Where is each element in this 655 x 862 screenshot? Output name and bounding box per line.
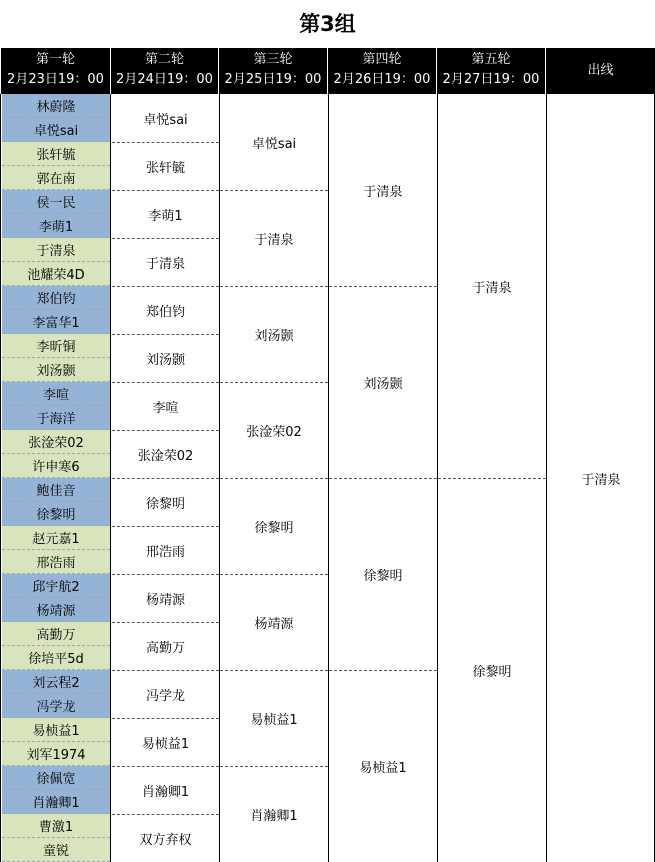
round1-player: 郭在南 (2, 166, 110, 190)
round3-player: 杨靖源 (254, 616, 294, 632)
round2-player: 郑伯钧 (145, 304, 185, 320)
round1-player: 童锐 (2, 838, 110, 862)
round1-player: 冯学龙 (2, 694, 110, 718)
round3-player: 卓悦sai (251, 136, 297, 152)
round3-player: 易桢益1 (250, 712, 298, 728)
round-name: 第一轮 (35, 52, 75, 67)
round1-player: 池耀荣4D (2, 262, 110, 286)
round1-player: 徐佩宽 (2, 766, 110, 790)
round1-player: 易桢益1 (2, 718, 110, 742)
round1-player: 邢浩雨 (2, 550, 110, 574)
round2-player: 邢浩雨 (145, 544, 185, 560)
round1-player: 于海洋 (2, 406, 110, 430)
round2-player: 易桢益1 (141, 736, 190, 752)
group-title: 第3组 (299, 12, 356, 36)
round-header-2 (110, 48, 218, 94)
round4-player: 刘汤颢 (363, 376, 403, 392)
round2-player: 卓悦sai (143, 112, 188, 128)
round3-player: 张淦荣02 (246, 424, 302, 440)
round1-player: 刘军1974 (2, 742, 110, 766)
round-name: 第三轮 (253, 52, 293, 67)
round-time: 2月25日19：00 (224, 72, 322, 87)
round4-player: 于清泉 (363, 184, 403, 200)
round1-player: 李昕铜 (2, 334, 110, 358)
round3-player: 刘汤颢 (254, 328, 294, 344)
round1-player: 徐黎明 (2, 502, 110, 526)
round1-player: 于清泉 (2, 238, 110, 262)
round-time: 2月26日19：00 (333, 72, 431, 87)
round1-player: 张淦荣02 (2, 430, 110, 454)
round2-player: 徐黎明 (145, 496, 185, 512)
round1-player: 李富华1 (2, 310, 110, 334)
round1-player: 徐培平5d (2, 646, 110, 670)
round1-player: 邱宇航2 (2, 574, 110, 598)
round3-player: 徐黎明 (254, 520, 294, 536)
round1-player: 高勤万 (2, 622, 110, 646)
round-header-4 (327, 48, 436, 94)
round1-player: 卓悦sai (2, 118, 110, 142)
round-time: 2月23日19：00 (7, 72, 104, 87)
round4-player: 徐黎明 (363, 568, 403, 584)
round4-player: 易桢益1 (359, 760, 407, 776)
round1-player: 刘汤颢 (2, 358, 110, 382)
round2-player: 双方弃权 (139, 832, 192, 848)
round1-player: 林蔚隆 (2, 94, 110, 118)
round-time: 2月27日19：00 (442, 72, 540, 87)
round1-player: 曹激1 (2, 814, 110, 838)
round-header-5 (436, 48, 545, 94)
round1-player: 郑伯钧 (2, 286, 110, 310)
round1-player: 杨靖源 (2, 598, 110, 622)
round2-player: 李萌1 (148, 208, 183, 224)
advance-header: 出线 (545, 48, 655, 94)
round2-player: 肖瀚卿1 (141, 784, 190, 800)
round1-player: 侯一民 (2, 190, 110, 214)
round1-player: 许申寒6 (2, 454, 110, 478)
round-header-1 (0, 48, 110, 94)
round1-player: 李喧 (2, 382, 110, 406)
round1-player: 刘云程2 (2, 670, 110, 694)
advancing-player: 于清泉 (581, 472, 621, 488)
round2-player: 张淦荣02 (137, 448, 194, 464)
round2-player: 高勤万 (145, 640, 185, 656)
round5-player: 徐黎明 (472, 664, 512, 680)
round2-player: 刘汤颢 (145, 352, 185, 368)
round2-player: 于清泉 (145, 256, 185, 272)
round2-player: 李喧 (152, 400, 179, 416)
round1-player: 张轩毓 (2, 142, 110, 166)
bracket-grid (0, 94, 655, 862)
round-name: 第五轮 (471, 52, 511, 67)
round2-player: 杨靖源 (145, 592, 185, 608)
round5-player: 于清泉 (472, 280, 512, 296)
round3-player: 肖瀚卿1 (250, 808, 298, 824)
round1-player: 鲍佳音 (2, 478, 110, 502)
round3-player: 于清泉 (254, 232, 294, 248)
round1-player: 李萌1 (2, 214, 110, 238)
round-name: 第四轮 (362, 52, 402, 67)
round-time: 2月24日19：00 (116, 72, 213, 87)
round-header-3 (218, 48, 327, 94)
round2-player: 冯学龙 (145, 688, 185, 704)
round2-player: 张轩毓 (145, 160, 185, 176)
round-name: 第二轮 (144, 52, 184, 67)
round1-player: 肖瀚卿1 (2, 790, 110, 814)
column-divider (110, 94, 111, 862)
round1-player: 赵元嘉1 (2, 526, 110, 550)
